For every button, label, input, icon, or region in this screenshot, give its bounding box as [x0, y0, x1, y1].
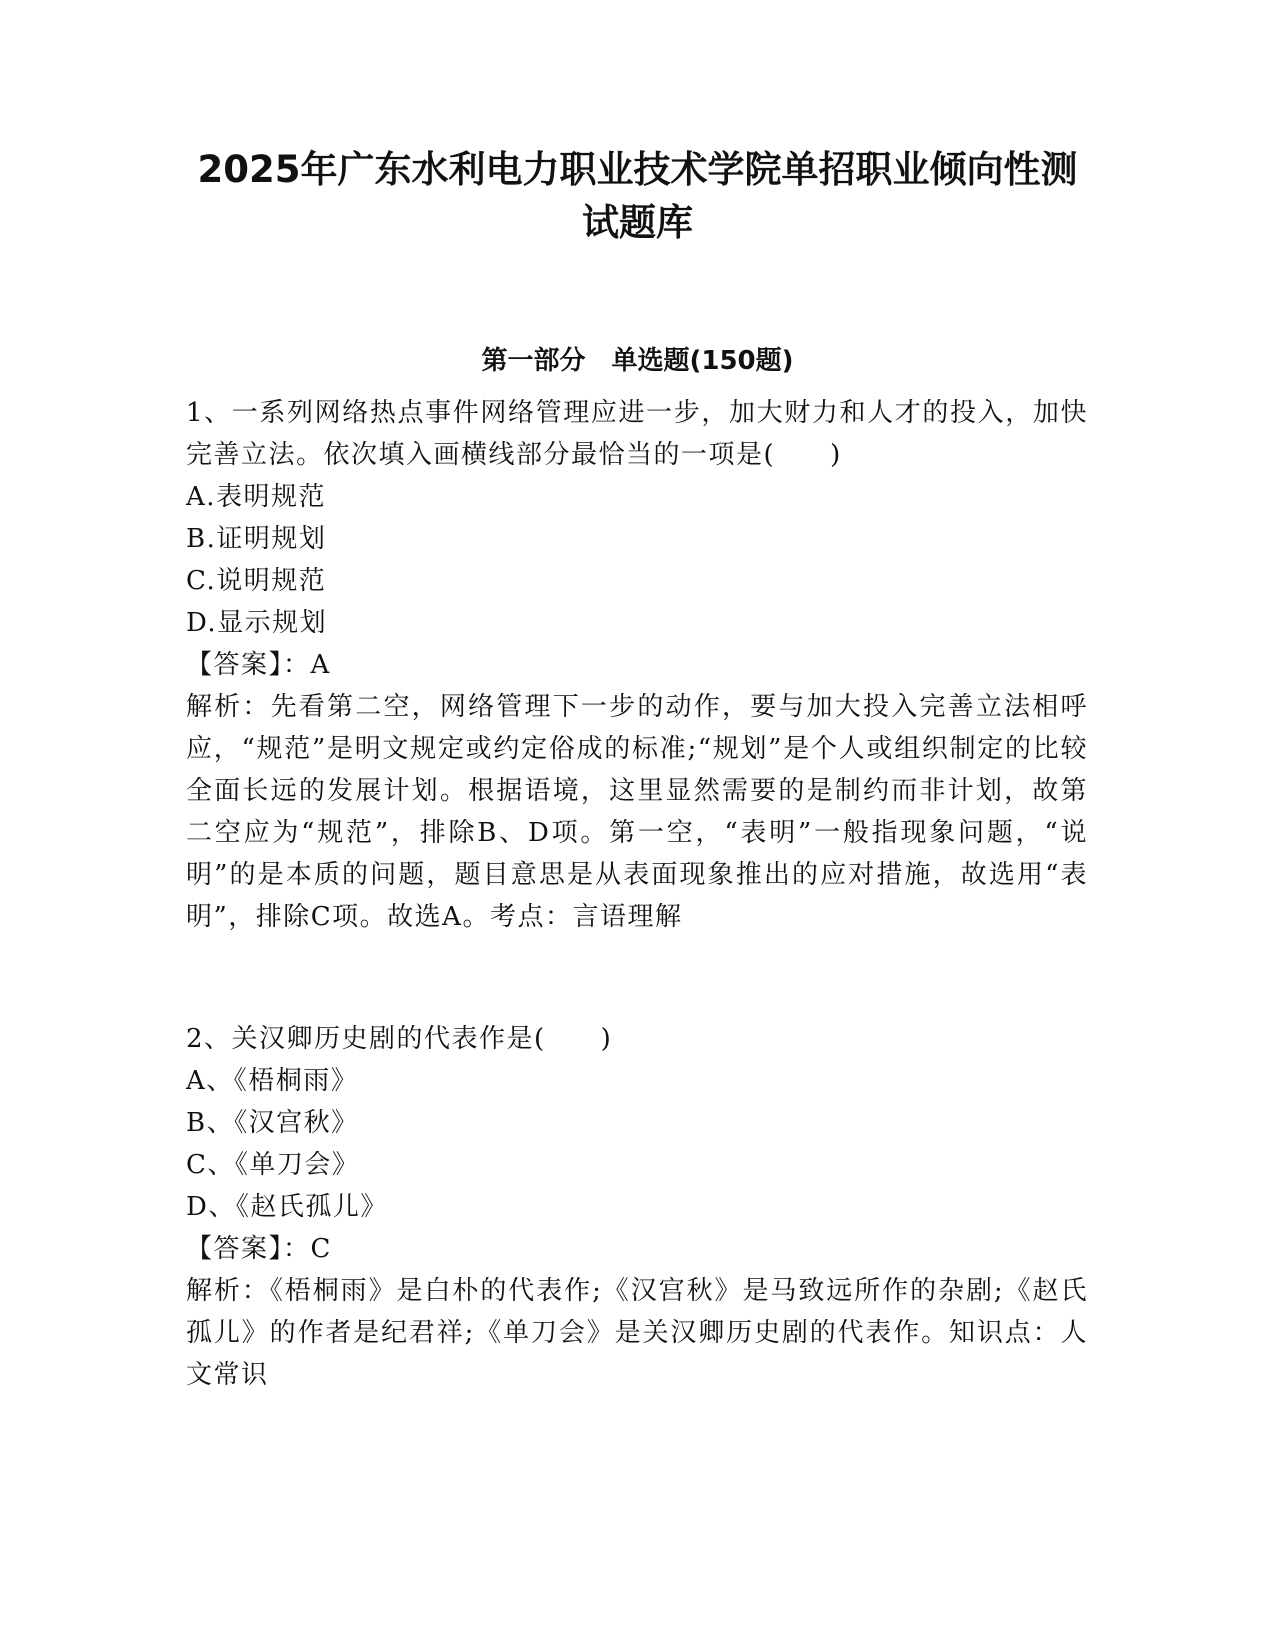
option-b: B、《汉宫秋》 [186, 1108, 359, 1138]
question-block [186, 392, 1088, 938]
option-a: A、《梧桐雨》 [186, 1066, 359, 1096]
option-c: C、《单刀会》 [186, 1150, 360, 1180]
option-c: C.说明规范 [186, 566, 327, 596]
question-stem: 2、关汉卿历史剧的代表作是( ) [186, 1024, 613, 1054]
option-a: A.表明规范 [186, 482, 327, 512]
section-heading: 第一部分 单选题(150题) [481, 346, 794, 376]
document-title: 2025年广东水利电力职业技术学院单招职业倾向性测试题库 [197, 148, 1078, 244]
option-b: B.证明规划 [186, 524, 327, 554]
question-block [186, 1018, 1088, 1396]
question-stem: 1、一系列网络热点事件网络管理应进一步，加大财力和人才的投入，加快完善立法。依次填入画横线部分最恰当的一项是( ) [186, 398, 1088, 470]
analysis-text: 解析：先看第二空，网络管理下一步的动作，要与加大投入完善立法相呼应，“规范”是明文规定或约定俗成的标准;“规划”是个人或组织制定的比较全面长远的发展计划。根据语境，这里显然需要的是制约而非计划，故第二空应为“规范”，排除B、D项。第一空，“表明”一般指现象问题，“说明”的是本质的问题，题目意思是从表面现象推出的应对措施，故选用“表明”，排除C项。故选A。考点：言语理解 [186, 692, 1088, 932]
analysis-text: 解析：《梧桐雨》是白朴的代表作;《汉宫秋》是马致远所作的杂剧;《赵氏孤儿》的作者是纪君祥;《单刀会》是关汉卿历史剧的代表作。知识点：人文常识 [186, 1276, 1088, 1390]
option-d: D、《赵氏孤儿》 [186, 1192, 388, 1222]
option-d: D.显示规划 [186, 608, 328, 638]
answer-line: 【答案】：A [186, 650, 331, 680]
answer-line: 【答案】：C [186, 1234, 332, 1264]
